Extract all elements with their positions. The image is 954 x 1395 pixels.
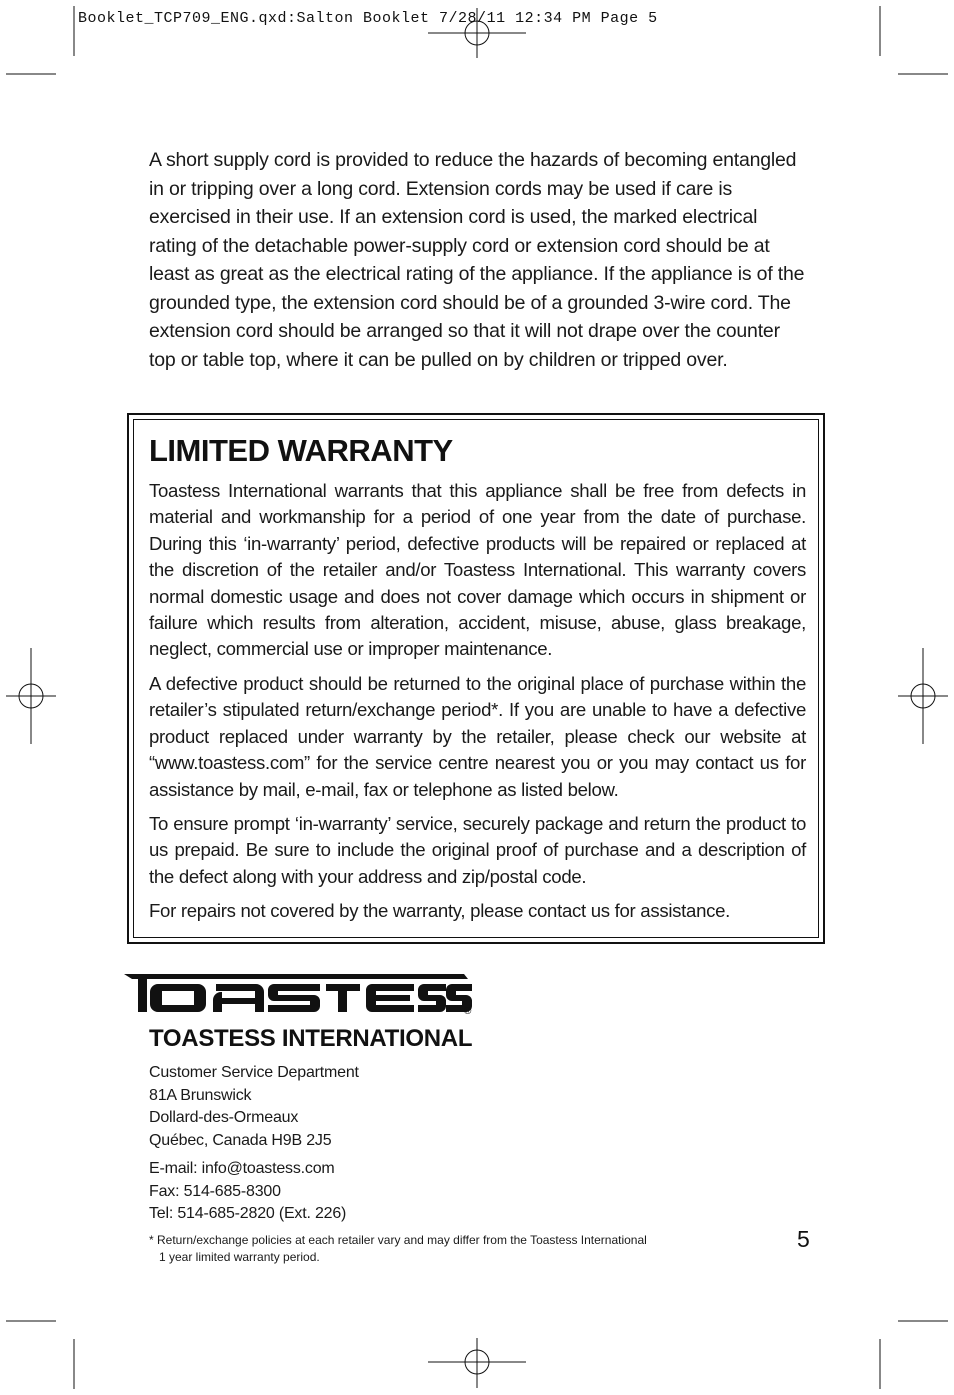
warranty-paragraph-service: To ensure prompt ‘in-warranty’ service, securely package and return the product to us prepaid. Be sure to include the original proof of purchase and a description of the defect along with your address and zip/postal code. [149,813,806,887]
page-number: 5 [797,1226,810,1252]
footnote-line: * Return/exchange policies at each retailer vary and may differ from the Toastess International [149,1233,647,1247]
registered-mark: ® [464,1006,472,1017]
extension-cord-paragraph: A short supply cord is provided to reduce the hazards of becoming entangled in or tripping over a long cord. Extension cords may be used if care is exercised in their use. If an extension cord is used, the marked electrical rating of the detachable power-supply cord or extension cord should be at least as great as the electrical rating of the appliance. If the appliance is of the grounded type, the extension cord should be of a grounded 3-wire cord. The extension cord should be arranged so that it will not drape over the counter top or table top, where it can be pulled on by children or tripped over. [149,149,805,371]
warranty-paragraph-returns: A defective product should be returned to the original place of purchase within the retailer’s stipulated return/exchange period*. If you are unable to have a defective product replaced under warranty by the retailer, please check our website at “www.toastess.com” for the service centre nearest you or you may contact us for assistance by mail, e-mail, fax or telephone as listed below. [149,673,806,800]
return-policy-footnote [149,1232,709,1266]
company-name: TOASTESS INTERNATIONAL [149,1025,473,1052]
warranty-paragraph-coverage: Toastess International warrants that this appliance shall be free from defects in material and workmanship for a period of one year from the date of purchase. During this ‘in-warranty’ period, defective products will be repaired or replaced at the discretion of the retailer and/or Toastess International. This warranty covers normal domestic usage and does not cover damage which occurs in shipment or failure which results from alteration, accident, misuse, abuse, glass breakage, neglect, commercial use or improper maintenance. [149,480,806,660]
company-address [149,1062,359,1152]
print-slug-line: Booklet_TCP709_ENG.qxd:Salton Booklet 7/28/11 12:34 PM Page 5 [78,10,658,27]
address-line: 81A Brunswick [149,1086,252,1104]
contact-email: E-mail: info@toastess.com [149,1160,335,1177]
address-line: Québec, Canada H9B 2J5 [149,1131,332,1149]
contact-fax: Fax: 514-685-8300 [149,1182,281,1200]
company-contacts [149,1158,346,1226]
toastess-logo [122,968,482,1018]
address-line: Customer Service Department [149,1064,359,1081]
contact-phone: Tel: 514-685-2820 (Ext. 226) [149,1205,347,1222]
warranty-title: LIMITED WARRANTY [149,433,453,468]
footnote-line: 1 year limited warranty period. [159,1250,320,1264]
warranty-paragraph-repairs: For repairs not covered by the warranty, please contact us for assistance. [149,900,731,921]
address-line: Dollard-des-Ormeaux [149,1109,299,1126]
